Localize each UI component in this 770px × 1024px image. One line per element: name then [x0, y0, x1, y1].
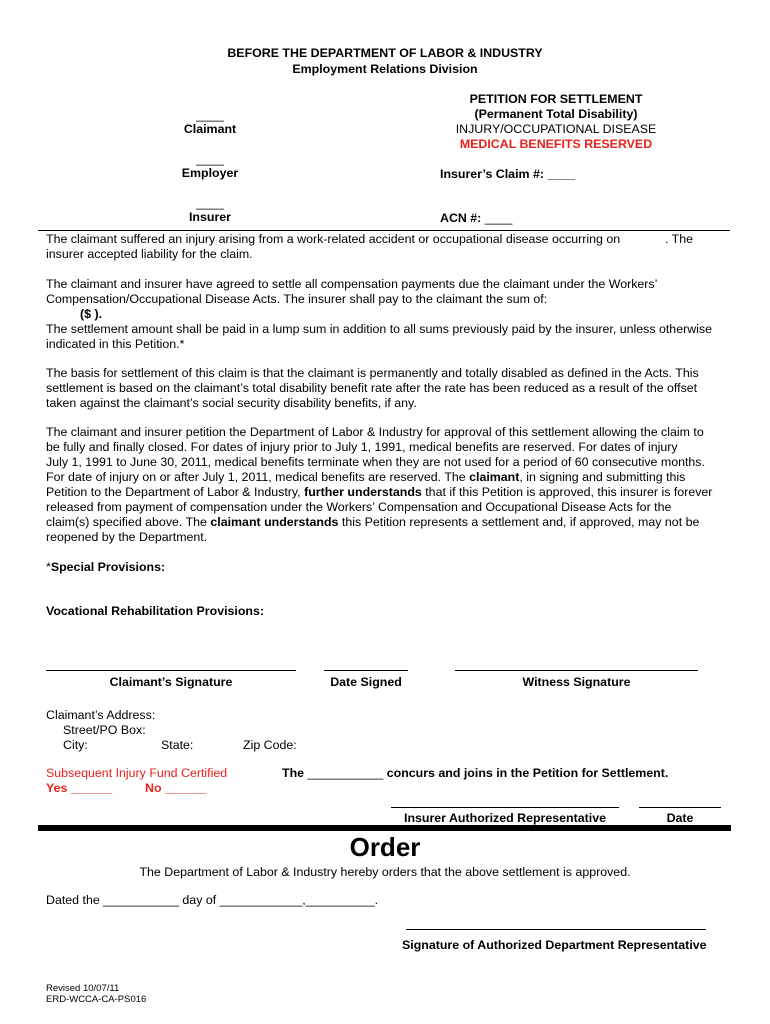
- dated-line[interactable]: Dated the ___________ day of ____________,__________.: [46, 893, 379, 907]
- paragraph-petition: [46, 425, 726, 545]
- witness-signature-line[interactable]: [455, 670, 698, 671]
- order-statement: The Department of Labor & Industry hereby orders that the above settlement is approved.: [139, 865, 631, 879]
- date-signed-label: Date Signed: [330, 675, 402, 689]
- p4-line3: July 1, 1991 to June 30, 2011, medical benefits terminate when they are not used for a period of 60 consecutive months.: [46, 455, 705, 469]
- p4-line1: The claimant and insurer petition the Department of Labor & Industry for approval of this settlement allowing the claim to: [46, 425, 704, 439]
- revised-date: Revised 10/07/11: [46, 983, 120, 994]
- state-label: State:: [161, 738, 194, 752]
- header-division: Employment Relations Division: [292, 62, 478, 76]
- p4-line4: For date of injury on or after July 1, 2011, medical benefits are reserved. The claimant, in signing and submitting this: [46, 470, 686, 484]
- claimant-signature-line[interactable]: [46, 670, 296, 671]
- p2-line4: The settlement amount shall be paid in a lump sum in addition to all sums previously paid by the insurer, unless otherwise: [46, 322, 713, 336]
- petition-title: PETITION FOR SETTLEMENT: [469, 92, 643, 106]
- claimant-address-label: Claimant’s Address:: [46, 708, 156, 722]
- special-provisions-heading: *Special Provisions:: [46, 560, 166, 574]
- sif-yes[interactable]: Yes ______: [46, 781, 113, 795]
- employer-label: Employer: [181, 166, 239, 180]
- street-label: Street/PO Box:: [63, 723, 146, 737]
- p2-line5: indicated in this Petition.*: [46, 337, 185, 351]
- acn-field[interactable]: ____: [484, 211, 513, 225]
- paragraph-settlement-sum: [46, 277, 726, 352]
- sif-no[interactable]: No ______: [145, 781, 207, 795]
- p1-line1: The claimant suffered an injury arising from a work-related accident or occupational disease occurring on: [46, 232, 621, 246]
- paragraph-basis: [46, 366, 726, 411]
- insurer-rep-line[interactable]: [391, 807, 619, 808]
- petition-type: INJURY/OCCUPATIONAL DISEASE: [455, 122, 657, 136]
- p2-line1: The claimant and insurer have agreed to settle all compensation payments due the claimant under the Workers’: [46, 277, 658, 291]
- p3-line2: settlement is based on the claimant’s total disability benefit rate after the rate has been reduced as a result of the offset: [46, 381, 698, 395]
- claimant-signature-label: Claimant’s Signature: [109, 675, 233, 689]
- form-id: ERD-WCCA-CA-PS016: [46, 994, 147, 1005]
- concur-the: The: [282, 766, 305, 780]
- p1-line2: insurer accepted liability for the claim.: [46, 247, 253, 261]
- settlement-amount[interactable]: ($ ).: [80, 307, 103, 321]
- p4-line5: Petition to the Department of Labor & Industry, further understands that if this Petition is approved, this insurer is forever: [46, 485, 713, 499]
- claimant-emphasis: claimant: [469, 470, 520, 484]
- further-understands-emphasis: further understands: [304, 485, 422, 499]
- employer-blank[interactable]: ____: [196, 152, 224, 166]
- p3-line1: The basis for settlement of this claim is that the claimant is permanently and totally disabled as defined in the Acts. This: [46, 366, 699, 380]
- insurer-blank[interactable]: ____: [196, 196, 224, 210]
- zip-label: Zip Code:: [243, 738, 297, 752]
- acn-number: [440, 211, 512, 225]
- p3-line3: taken against the claimant’s social security disability benefits, if any.: [46, 396, 417, 410]
- p2-line2: Compensation/Occupational Disease Acts. The insurer shall pay to the claimant the sum of:: [46, 292, 548, 306]
- claimant-label: Claimant: [183, 122, 237, 136]
- medical-benefits-reserved: MEDICAL BENEFITS RESERVED: [459, 137, 653, 151]
- insurer-rep-label: Insurer Authorized Representative: [404, 811, 606, 825]
- witness-signature-label: Witness Signature: [522, 675, 631, 689]
- petition-subtitle: (Permanent Total Disability): [474, 107, 638, 121]
- claim-number-label: Insurer’s Claim #:: [440, 167, 544, 181]
- header-divider: [38, 230, 730, 231]
- vocational-provisions-heading: Vocational Rehabilitation Provisions:: [46, 604, 265, 618]
- p4-line2: be fully and finally closed. For dates of injury prior to July 1, 1991, medical benefits are reserved. For dates of injury: [46, 440, 678, 454]
- header-department: BEFORE THE DEPARTMENT OF LABOR & INDUSTRY: [227, 46, 543, 60]
- sif-certified-label: Subsequent Injury Fund Certified: [46, 766, 228, 780]
- city-label: City:: [63, 738, 88, 752]
- department-signature-line[interactable]: [406, 929, 706, 930]
- p4-line8: reopened by the Department.: [46, 530, 208, 544]
- insurer-date-label: Date: [666, 811, 694, 825]
- department-signature-label: Signature of Authorized Department Representative: [402, 938, 707, 952]
- claim-number-field[interactable]: ____: [547, 167, 576, 181]
- order-title: Order: [349, 832, 421, 862]
- concur-statement: [282, 766, 668, 780]
- p1-line1-end: . The: [665, 232, 694, 246]
- insurer-date-line[interactable]: [639, 807, 721, 808]
- date-signed-line[interactable]: [324, 670, 408, 671]
- concur-insurer-blank[interactable]: ___________: [307, 766, 384, 780]
- acn-label: ACN #:: [440, 211, 482, 225]
- p4-line7: claim(s) specified above. The claimant understands this Petition represents a settlement and, if approved, may not be: [46, 515, 700, 529]
- insurer-label: Insurer: [188, 210, 231, 224]
- claimant-understands-emphasis: claimant understands: [210, 515, 339, 529]
- claimant-blank[interactable]: ____: [196, 108, 224, 122]
- p4-line6: released from payment of compensation under the Workers’ Compensation and Occupational Disease Acts for the: [46, 500, 672, 514]
- insurer-claim-number: [440, 167, 575, 181]
- concur-text: concurs and joins in the Petition for Settlement.: [386, 766, 669, 780]
